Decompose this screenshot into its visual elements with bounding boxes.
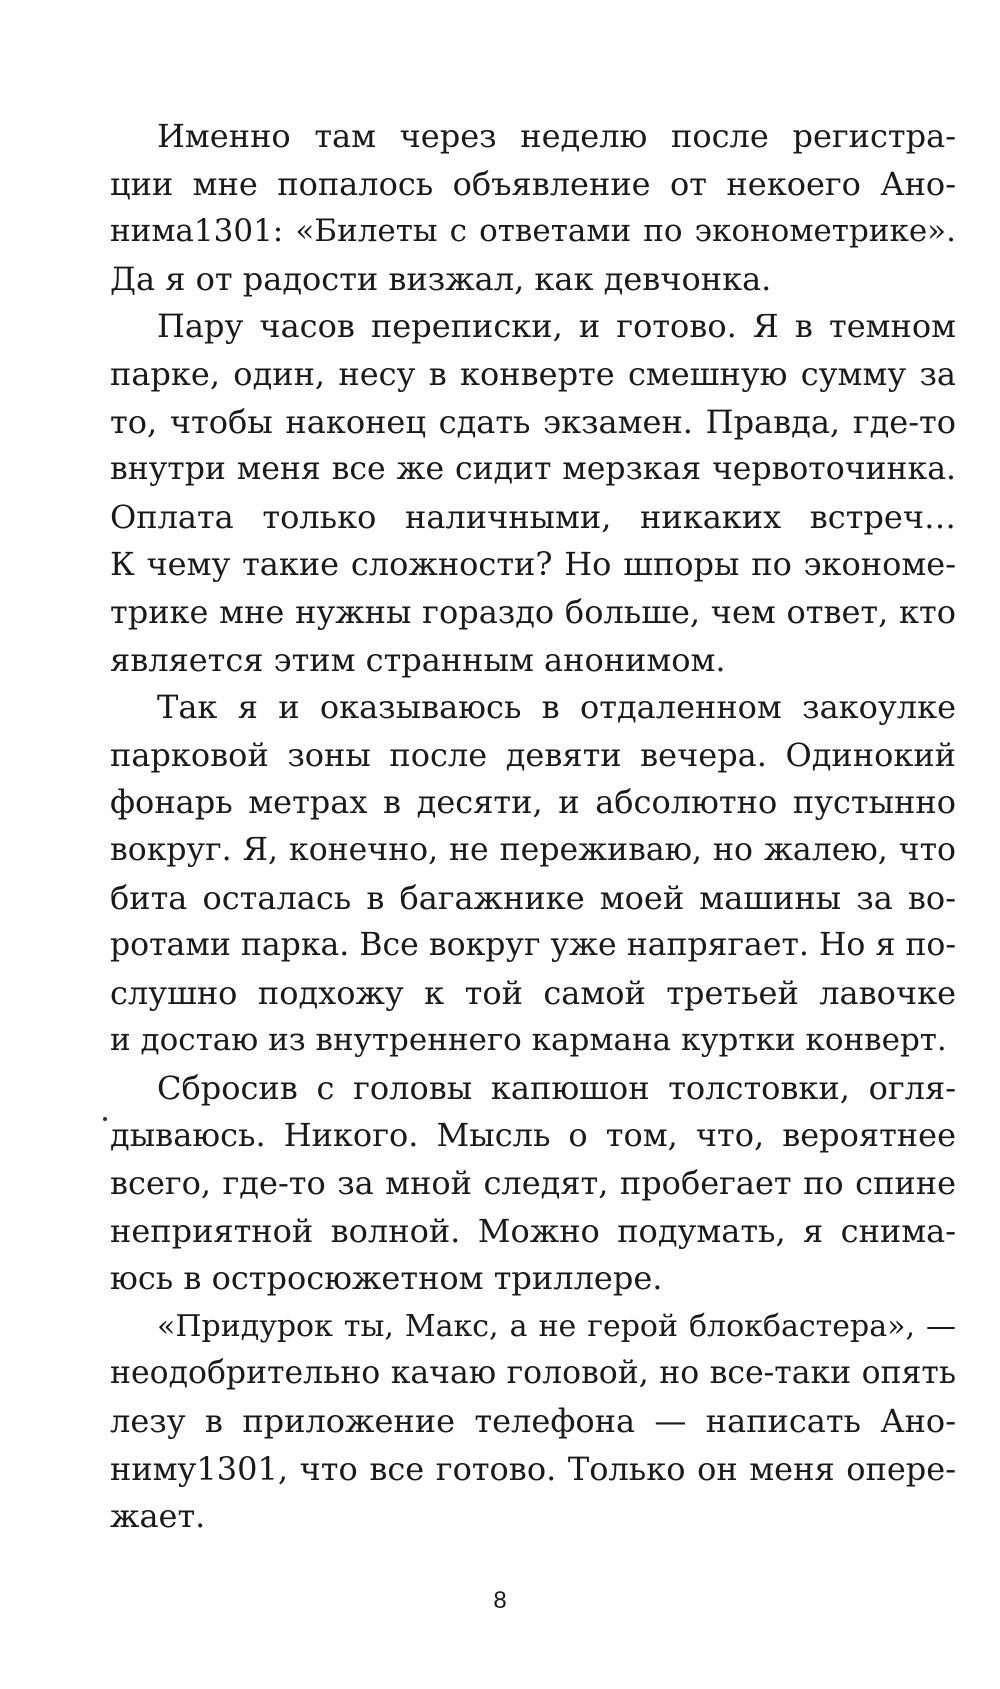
text-line: Сбросив с головы капюшон толстовки, огля- xyxy=(157,1068,956,1107)
scan-dot-mark xyxy=(103,1117,107,1121)
paragraph xyxy=(110,303,956,684)
text-line: жает. xyxy=(110,1497,206,1536)
page-number: 8 xyxy=(493,1587,507,1614)
text-line: неодобрительно качаю головой, но все-таки опять xyxy=(110,1355,956,1392)
text-line: парковой зоны после девяти вечера. Одинокий xyxy=(110,735,956,774)
text-line: Пару часов переписки, и готово. Я в темном xyxy=(157,307,956,346)
text-line: ротами парка. Все вокруг уже напрягает. Но я по- xyxy=(110,927,956,964)
text-line: парке, один, несу в конверте смешную сумму за xyxy=(110,354,956,393)
text-line: бита осталась в багажнике моей машины за во- xyxy=(110,878,956,917)
text-line: ции мне попалось объявление от некоего Ано- xyxy=(110,164,956,203)
text-line: нима1301: «Билеты с ответами по эконометрике». xyxy=(110,213,956,250)
paragraph xyxy=(110,1065,956,1303)
text-line: Именно там через неделю после регистра- xyxy=(157,117,956,155)
text-line: Да я от радости визжал, как девчонка. xyxy=(110,259,772,298)
text-line: неприятной волной. Можно подумать, я снима- xyxy=(110,1211,956,1250)
text-line: Так я и оказываюсь в отдаленном закоулке xyxy=(157,688,956,727)
text-line: то, чтобы наконец сдать экзамен. Правда, где-то xyxy=(110,402,956,441)
paragraph xyxy=(110,113,956,303)
text-line: слушно подхожу к той самой третьей лавочке xyxy=(110,973,956,1012)
text-line: трике мне нужны гораздо больше, чем ответ, кто xyxy=(110,592,956,631)
text-line: «Придурок ты, Макс, а не герой блокбастера», — xyxy=(157,1308,956,1344)
text-line: и достаю из внутреннего кармана куртки конверт. xyxy=(110,1022,947,1059)
paragraph xyxy=(110,684,956,1065)
text-line: юсь в остросюжетном триллере. xyxy=(110,1259,663,1298)
text-line: К чему такие сложности? Но шпоры по экономе- xyxy=(110,545,956,584)
text-line: внутри меня все же сидит мерзкая червоточинка. xyxy=(110,451,956,488)
text-line: дываюсь. Никого. Мысль о том, что, вероятнее xyxy=(110,1116,956,1155)
text-line: лезу в приложение телефона — написать Ано- xyxy=(110,1402,956,1441)
text-line: всего, где-то за мной следят, пробегает по спине xyxy=(110,1164,956,1203)
text-line: ниму1301, что все готово. Только он меня опере- xyxy=(110,1449,956,1488)
paragraph xyxy=(110,1303,956,1541)
text-line: является этим странным анонимом. xyxy=(110,640,726,679)
text-line: вокруг. Я, конечно, не переживаю, но жалею, что xyxy=(110,831,956,868)
text-line: Оплата только наличными, никаких встреч… xyxy=(110,497,956,536)
text-line: фонарь метрах в десяти, и абсолютно пустынно xyxy=(110,783,956,822)
body-text xyxy=(110,113,956,1541)
